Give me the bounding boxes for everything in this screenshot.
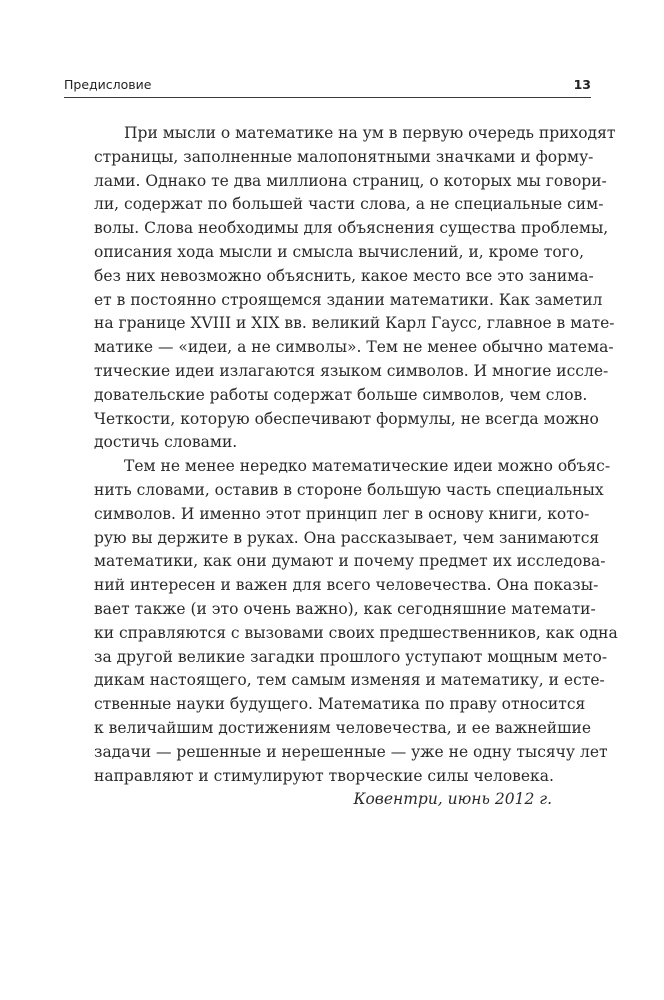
text-line: дикам настоящего, тем самым изменяя и математику, и есте-	[94, 671, 605, 690]
text-line: направляют и стимулируют творческие силы человека.	[94, 766, 554, 785]
text-line: ственные науки будущего. Математика по праву относится	[94, 695, 586, 714]
text-line: без них невозможно объяснить, какое место все это занима-	[94, 266, 594, 285]
signature: Ковентри, июнь 2012 г.	[353, 790, 552, 809]
text-line: довательские работы содержат больше символов, чем слов.	[94, 385, 588, 404]
text-line: ли, содержат по большей части слова, а не специальные сим-	[94, 195, 604, 214]
text-line: вает также (и это очень важно), как сегодняшние математи-	[94, 599, 596, 618]
text-line: к величайшим достижениям человечества, и ее важнейшие	[94, 718, 592, 737]
body-text	[94, 122, 618, 812]
text-line: матике — «идеи, а не символы». Тем не менее обычно матема-	[94, 338, 614, 357]
page-number: 13	[573, 77, 591, 92]
text-line: нить словами, оставив в стороне большую часть специальных	[94, 480, 604, 499]
text-line: символов. И именно этот принцип лег в основу книги, кото-	[94, 504, 590, 523]
running-header	[64, 77, 591, 98]
text-line: рую вы держите в руках. Она рассказывает, чем занимаются	[94, 528, 600, 547]
text-line: математики, как они думают и почему предмет их исследова-	[94, 552, 606, 571]
section-title: Предисловие	[64, 77, 152, 92]
text-line: описания хода мысли и смысла вычислений, и, кроме того,	[94, 242, 585, 261]
text-line: волы. Слова необходимы для объяснения существа проблемы,	[94, 219, 609, 238]
text-line: ний интересен и важен для всего человечества. Она показы-	[94, 576, 599, 595]
text-line: задачи — решенные и нерешенные — уже не одну тысячу лет	[94, 742, 608, 761]
text-line: Четкости, которую обеспечивают формулы, не всегда можно	[94, 409, 599, 428]
text-line: лами. Однако те два миллиона страниц, о которых мы говори-	[94, 171, 607, 190]
text-line: тические идеи излагаются языком символов. И многие иссле-	[94, 361, 609, 380]
text-line: ет в постоянно строящемся здании математики. Как заметил	[94, 290, 603, 309]
text-line: страницы, заполненные малопонятными значками и форму-	[94, 147, 594, 166]
text-line: Тем не менее нередко математические идеи можно объяс-	[124, 457, 611, 476]
text-line: достичь словами.	[94, 433, 238, 452]
text-line: за другой великие загадки прошлого уступают мощным мето-	[94, 647, 608, 666]
text-line: При мысли о математике на ум в первую очередь приходят	[124, 124, 616, 142]
text-line: на границе XVIII и XIX вв. великий Карл Гаусс, главное в мате-	[94, 314, 615, 333]
text-line: ки справляются с вызовами своих предшественников, как одна	[94, 623, 618, 642]
